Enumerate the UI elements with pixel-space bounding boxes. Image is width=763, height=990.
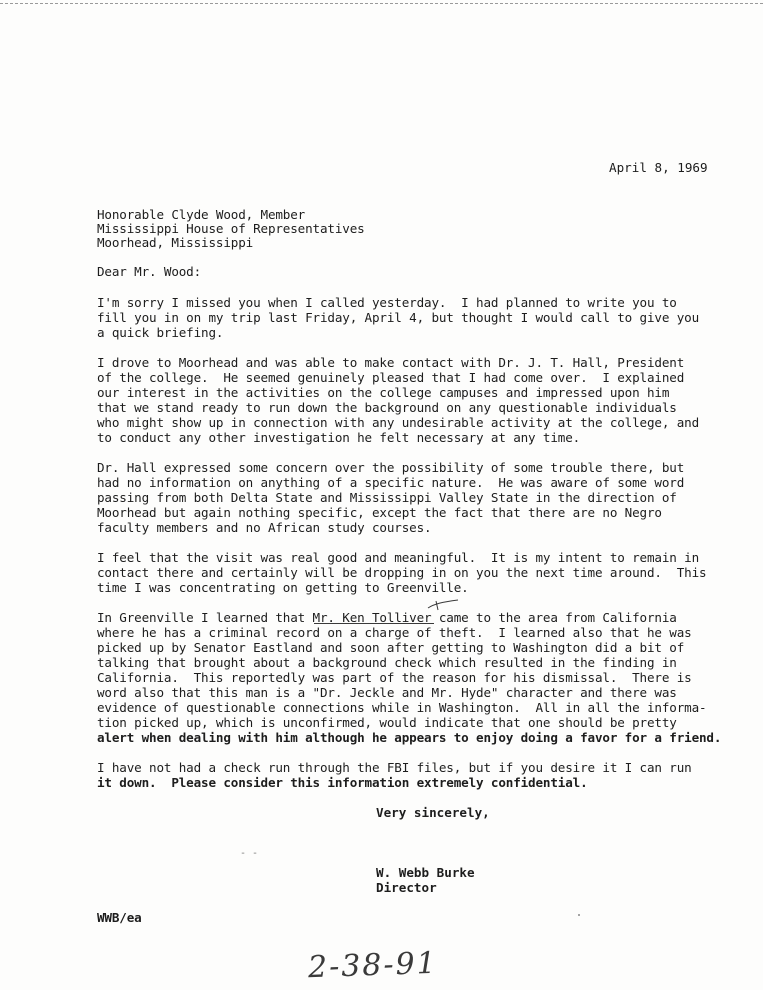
paragraph-line: faculty members and no African study courses. xyxy=(97,520,432,535)
signer-name: W. Webb Burke xyxy=(376,865,475,880)
stray-dot xyxy=(578,914,580,916)
address-line: Mississippi House of Representatives xyxy=(97,221,365,236)
paragraph-line: In Greenville I learned that Mr. Ken Tolliver came to the area from California xyxy=(97,610,677,625)
paragraph-line: to conduct any other investigation he felt necessary at any time. xyxy=(97,430,581,445)
handwritten-file-number: 2-38-91 xyxy=(307,945,439,986)
address-line: Moorhead, Mississippi xyxy=(97,235,254,250)
paragraph-line: I drove to Moorhead and was able to make contact with Dr. J. T. Hall, President xyxy=(97,355,685,370)
letter-date: April 8, 1969 xyxy=(609,160,708,175)
handwritten-underline xyxy=(314,623,434,624)
paragraph-line: where he has a criminal record on a charge of theft. I learned also that he was xyxy=(97,625,692,640)
paragraph-line: evidence of questionable connections while in Washington. All in all the informa- xyxy=(97,700,707,715)
paragraph-line: a quick briefing. xyxy=(97,325,224,340)
paragraph-line: who might show up in connection with any undesirable activity at the college, and xyxy=(97,415,699,430)
stray-marks: - - xyxy=(240,848,259,859)
paragraph-line: had no information on anything of a specific nature. He was aware of some word xyxy=(97,475,685,490)
top-edge-rule xyxy=(0,3,763,4)
paragraph-line: time I was concentrating on getting to Greenville. xyxy=(97,580,469,595)
paragraph-line: of the college. He seemed genuinely pleased that I had come over. I explained xyxy=(97,370,685,385)
paragraph-line: contact there and certainly will be dropping in on you the next time around. This xyxy=(97,565,707,580)
paragraph-line: that we stand ready to run down the background on any questionable individuals xyxy=(97,400,677,415)
paragraph-line: I'm sorry I missed you when I called yesterday. I had planned to write you to xyxy=(97,295,677,310)
paragraph-line: tion picked up, which is unconfirmed, would indicate that one should be pretty xyxy=(97,715,677,730)
signer-title: Director xyxy=(376,880,437,895)
typist-initials: WWB/ea xyxy=(97,910,142,925)
paragraph-line: I have not had a check run through the FBI files, but if you desire it I can run xyxy=(97,760,692,775)
paragraph-line: picked up by Senator Eastland and soon after getting to Washington did a bit of xyxy=(97,640,685,655)
paragraph-line: Dr. Hall expressed some concern over the possibility of some trouble there, but xyxy=(97,460,685,475)
paragraph-line: I feel that the visit was real good and meaningful. It is my intent to remain in xyxy=(97,550,699,565)
paragraph-line: passing from both Delta State and Mississippi Valley State in the direction of xyxy=(97,490,677,505)
handwritten-check-icon xyxy=(426,598,460,612)
paragraph-line: Moorhead but again nothing specific, except the fact that there are no Negro xyxy=(97,505,662,520)
paragraph-line: it down. Please consider this information extremely confidential. xyxy=(97,775,588,790)
paragraph-line: fill you in on my trip last Friday, April 4, but thought I would call to give you xyxy=(97,310,699,325)
closing: Very sincerely, xyxy=(376,805,490,820)
paragraph-line: our interest in the activities on the college campuses and impressed upon him xyxy=(97,385,670,400)
paragraph-line: California. This reportedly was part of the reason for his dismissal. There is xyxy=(97,670,692,685)
salutation: Dear Mr. Wood: xyxy=(97,264,202,279)
paragraph-line: alert when dealing with him although he appears to enjoy doing a favor for a friend. xyxy=(97,730,722,745)
paragraph-line: word also that this man is a "Dr. Jeckle and Mr. Hyde" character and there was xyxy=(97,685,677,700)
address-line: Honorable Clyde Wood, Member xyxy=(97,207,306,222)
paragraph-line: talking that brought about a background check which resulted in the finding in xyxy=(97,655,677,670)
